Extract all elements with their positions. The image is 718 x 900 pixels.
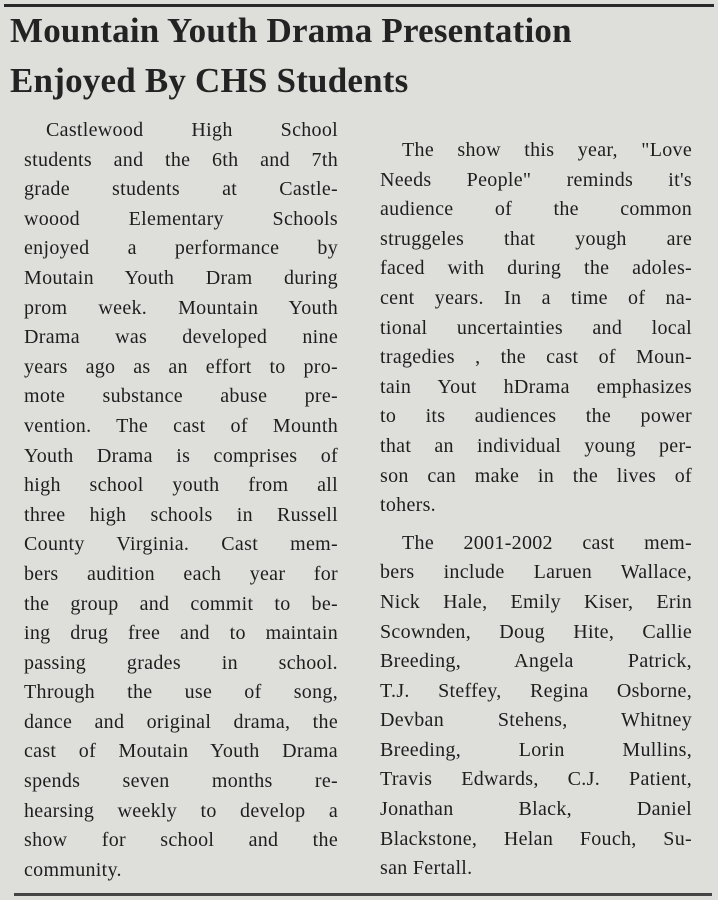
paragraph-gap <box>380 521 692 529</box>
text-line: grade students at Castle- <box>24 178 338 201</box>
text-line: Breeding, Lorin Mullins, <box>380 738 692 761</box>
text-line: tohers. <box>380 494 436 517</box>
paragraph <box>380 529 692 884</box>
text-line: Devban Stehens, Whitney <box>380 709 692 732</box>
headline <box>10 6 710 106</box>
text-line: that an individual young per- <box>380 434 692 457</box>
text-line: high school youth from all <box>24 474 338 497</box>
text-line: bers audition each year for <box>24 562 338 585</box>
text-line: Needs People" reminds it's <box>380 168 692 191</box>
text-line: The show this year, "Love <box>402 139 692 161</box>
text-line: bers include Laruen Wallace, <box>380 561 692 584</box>
text-line: three high schools in Russell <box>24 503 338 526</box>
text-line: Castlewood High School <box>46 119 338 141</box>
text-line: Breeding, Angela Patrick, <box>380 650 692 673</box>
text-line: Jonathan Black, Daniel <box>380 798 692 821</box>
text-line: tain Yout hDrama emphasizes <box>380 375 692 398</box>
text-line: Moutain Youth Dram during <box>24 266 338 289</box>
text-line: dance and original drama, the <box>24 710 338 733</box>
text-line: Travis Edwards, C.J. Patient, <box>380 768 692 791</box>
bottom-rule <box>14 893 712 896</box>
text-line: hearsing weekly to develop a <box>24 799 338 822</box>
text-line: san Fertall. <box>380 857 473 880</box>
text-line: enjoyed a performance by <box>24 237 338 260</box>
text-line: tragedies , the cast of Moun- <box>380 346 692 369</box>
text-line: faced with during the adoles- <box>380 257 692 280</box>
text-line: students and the 6th and 7th <box>24 148 338 171</box>
right-column <box>380 136 692 884</box>
text-line: woood Elementary Schools <box>24 207 338 230</box>
text-line: to its audiences the power <box>380 405 692 428</box>
text-line: community. <box>24 858 122 881</box>
text-line: spends seven months re- <box>24 770 338 793</box>
text-line: cent years. In a time of na- <box>380 286 692 309</box>
text-line: prom week. Mountain Youth <box>24 296 338 319</box>
text-line: Blackstone, Helan Fouch, Su- <box>380 827 692 850</box>
text-line: Youth Drama is comprises of <box>24 444 338 467</box>
text-line: Scownden, Doug Hite, Callie <box>380 620 692 643</box>
text-line: struggeles that yough are <box>380 227 692 250</box>
text-line: years ago as an effort to pro- <box>24 355 338 378</box>
text-line: vention. The cast of Mounth <box>24 414 338 437</box>
paragraph <box>380 136 692 521</box>
text-line: County Virginia. Cast mem- <box>24 533 338 556</box>
text-line: passing grades in school. <box>24 651 338 674</box>
text-line: Through the use of song, <box>24 681 338 704</box>
text-line: tional uncertainties and local <box>380 316 692 339</box>
text-line: son can make in the lives of <box>380 464 692 487</box>
text-line: audience of the common <box>380 198 692 221</box>
text-line: Nick Hale, Emily Kiser, Erin <box>380 590 692 613</box>
text-line: ing drug free and to maintain <box>24 622 338 645</box>
text-line: Drama was developed nine <box>24 326 338 349</box>
headline-line: Mountain Youth Drama Presentation <box>10 11 572 50</box>
text-line: T.J. Steffey, Regina Osborne, <box>380 679 692 702</box>
text-line: show for school and the <box>24 829 338 852</box>
text-line: The 2001-2002 cast mem- <box>402 531 692 554</box>
paragraph <box>24 116 338 885</box>
text-line: the group and commit to be- <box>24 592 338 615</box>
headline-line: Enjoyed By CHS Students <box>10 61 409 100</box>
text-line: cast of Moutain Youth Drama <box>24 740 338 763</box>
text-line: mote substance abuse pre- <box>24 385 338 408</box>
left-column <box>24 116 338 885</box>
